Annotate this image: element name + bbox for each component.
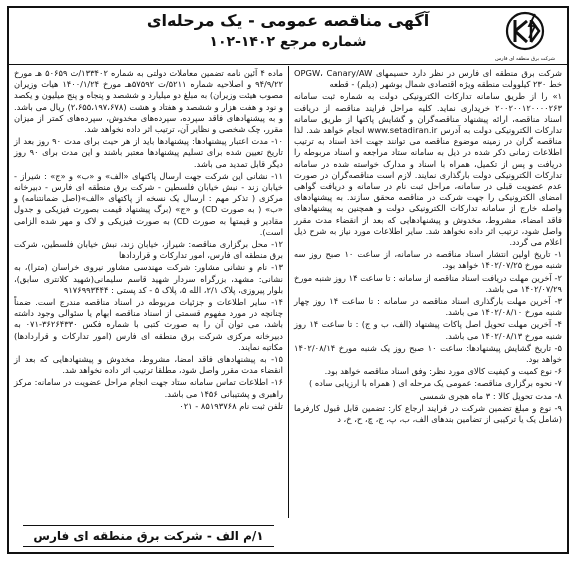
left-column: [9, 66, 288, 518]
paragraph: ۵- تاریخ گشایش پیشنهادها: ساعت ۱۰ صبح روز یک شنبه مورخ ۱۴۰۲/۰۸/۱۴ خواهد بود.: [294, 342, 563, 365]
paragraph: ۲- آخرین مهلت دریافت اسناد مناقصه از سامانه : تا ساعت ۱۴ روز شنبه مورخ ۱۴۰۲/۰۷/۲۹ می باشد.: [294, 272, 562, 294]
company-logo: [489, 10, 561, 62]
notice-subtitle: شماره مرجع ۱۴۰۲-۱۰۲: [209, 34, 367, 50]
paragraph: ۱۲- محل برگزاری مناقصه: شیراز، خیابان زند، نبش خیابان فلسطین، شرکت برق منطقه ای فارس، امور تدارکات و قراردادها: [14, 239, 283, 261]
notice-title: آگهی مناقصه عمومی - یک مرحله‌ای: [146, 11, 430, 30]
tender-notice: [7, 6, 569, 554]
paragraph: ۶- نوع کمیت و کیفیت کالای مورد نظر: وفق اسناد مناقصه خواهد بود.: [324, 366, 562, 377]
paragraph: ۱» را از طریق سامانه تدارکات الکترونیکی دولت به شماره ثبت سامانه ۲۰۰۲۰۰۱۲۰۰۰۰۲۶۳ خریداری نماید. کلیه مراحل فرایند مناقصه از دریافت اسناد مناقصه، ارائه پیشنهاد مناقصه‌گران و گشایش پاکتها از طریق سامانه تدارکات الکترونیکی دولت به آدرس www.setadiran.ir انجام خواهد شد. لذا مناقصه گران در زمینه موضوع مناقصه می توانند جهت اخذ اسناد به ترتیب اطلاعات زمانی ذکر شده در ذیل به سامانه ستاد مراجعه و اسناد مربوطه را دریافت و پس از تکمیل، همراه با اسناد و مدارک خواسته شده در سامانه تدارکات الکترونیکی دولت بارگذاری نمایند. لازم است مناقصه‌گران در صورت عدم عضویت قبلی در سامانه، مراحل ثبت نام در سامانه و دریافت گواهی امضای الکترونیکی را جهت شرکت در مناقصه محقق سازند. به پیشنهادهای واصله خارج از سامانه تدارکات الکترونیکی دولت و همچنین به پیشنهادهای فاقد امضاء، مشروط، مخدوش و پیشنهادهایی که بعد از انقضاء مدت مقرر واصل شود، ترتیب اثر داده نخواهد شد. سایر اطلاعات مورد نیاز به شرح ذیل اعلام می گردد.: [294, 91, 562, 248]
notice-header: [9, 8, 567, 65]
paragraph: ۱۴- سایر اطلاعات و جزئیات مربوطه در اسناد مناقصه مندرج است. ضمناً چنانچه در مورد مفهوم قسمتی از اسناد مناقصه ابهام یا سئوالی وجود داشته باشد، می توان آن را به صورت کتبی با شماره فکس ۳۶۲۶۴۳۳۰-۰۷۱ به دبیرخانه مرکزی شرکت برق منطقه ای فارس (امور تدارکات و قراردادها) مکاتبه نمایند.: [14, 297, 283, 352]
paragraph: ۱۱- نشانی این شرکت جهت ارسال پاکتهای «الف» و «ب» و «ج» : شیراز - خیابان زند - نبش خیابان فلسطین - شرکت برق منطقه ای فارس - دبیرخانه مرکزی ( تذکر مهم : ارسال یک نسخه از پاکتهای «الف»(اصل ضمانتنامه) و «ب» ( به صورت CD) و «ج» (برگ پیشنهاد قیمت بصورت فیزیکی و جدول مقادیر و قیمتها به صورت CD) به صورت فیزیکی و لاک و مهر شده الزامی است).: [14, 170, 283, 237]
footer-signature: ۱/م الف - شرکت برق منطقه ای فارس: [23, 525, 273, 547]
right-column: [288, 66, 567, 518]
paragraph: ۹- نوع و مبلغ تضمین شرکت در فرایند ارجاع کار: تضمین قابل قبول کارفرما (شامل یک یا ترکیبی از تضامین بندهای الف، ب، پ، ج، چ، ح، خ، د: [294, 402, 562, 425]
paragraph: ۱۳- نام و نشانی مشاور: شرکت مهندسی مشاور نیروی خراسان (مترا)، به نشانی: مشهد، بزرگراه سردار شهید قاسم سلیمانی(شهید کلانتری سابق)، بلوار پیروزی، پلاک ۲/۱، الله ۵، پلاک ۵ - کد پستی : ۹۱۷۶۹۹۳۴۴۴: [14, 262, 283, 295]
paragraph: ۴- آخرین مهلت تحویل اصل پاکات پیشنهاد (الف، ب و ج) : تا ساعت ۱۴ روز شنبه مورخ ۱۴۰۲/۰۸/۱۳ می باشد.: [294, 319, 562, 341]
paragraph: ۱۶- اطلاعات تماس سامانه ستاد جهت انجام مراحل عضویت در سامانه: مرکز راهبری و پشتیبانی ۱۴۵۶ می باشد.: [14, 377, 283, 399]
paragraph: ۱۵- به پیشنهادهای فاقد امضا، مشروط، مخدوش و پیشنهادهایی که بعد از انقضاء مدت مقرر واصل شود، مطلقا ترتیب اثر داده نخواهد شد.: [14, 354, 283, 376]
paragraph: ۸- مدت تحویل کالا : ۳ ماه هجری شمسی: [419, 390, 562, 401]
paragraph: شرکت برق منطقه ای فارس در نظر دارد حسیمهای OPGW، Canary/AW خط ۲۳۰ کیلوولت منطقه ویژه اقتصادی شمال بوشهر (دیلم) - قطعه: [294, 68, 562, 90]
paragraph: ماده ۴ آئین نامه تضمین معاملات دولتی به شماره ۱۳۳۴۰۲/ت ۵۰۶۵۹ هـ مورخ ۹۴/۹/۲۲ و اصلاحیه شماره ۵۲۱۱/ت ۵۷۵۹۲هـ مورخ ۱۴۰۰/۱/۲۴ هیات وزیران مصوب هیئت وزیران) به مبلغ دو میلیارد و ششصد و پنجاه و پنج میلیون و یکصد و نود و هفت هزار و ششصد و هفتاد و هشت (۲،۶۵۵،۱۹۷،۶۷۸) ریال می باشد. و به پیشنهادهای فاقد سپرده، سپرده‌های مخدوش، سپرده‌های کمتر از میزان مقرر، چک شخصی و نظایر آن، ترتیب اثر داده نخواهد شد.: [14, 68, 283, 135]
power-company-logo-icon: [495, 10, 555, 52]
paragraph: تلفن ثبت نام ۸۵۱۹۳۷۶۸ - ۰۲۱: [179, 400, 283, 411]
notice-footer: [9, 520, 288, 552]
paragraph: ۷- نحوه برگزاری مناقصه: عمومی یک مرحله ای ( همراه با ارزیابی ساده ): [308, 378, 562, 389]
paragraph: ۱- تاریخ اولین انتشار اسناد مناقصه در سامانه، از ساعت ۱۰ صبح روز سه شنبه مورخ ۱۴۰۲/۰۷/۲۵ خواهد بود.: [294, 249, 562, 271]
paragraph: ۳- آخرین مهلت بارگذاری اسناد مناقصه در سامانه : تا ساعت ۱۴ روز چهار شنبه مورخ ۱۴۰۲/۰۸/۱۰ می باشد.: [294, 296, 562, 318]
notice-body: [9, 66, 567, 518]
logo-caption: شرکت برق منطقه ای فارس: [495, 56, 555, 62]
title-block: [138, 10, 438, 52]
paragraph: ۱۰- مدت اعتبار پیشنهادها: پیشنهادها باید از هر حیث برای مدت ۹۰ روز بعد از تاریخ تعیین شده برای تسلیم پیشنهادها معتبر باشند و این مدت برای ۹۰ روز دیگر قابل تمدید می باشد.: [14, 136, 283, 169]
